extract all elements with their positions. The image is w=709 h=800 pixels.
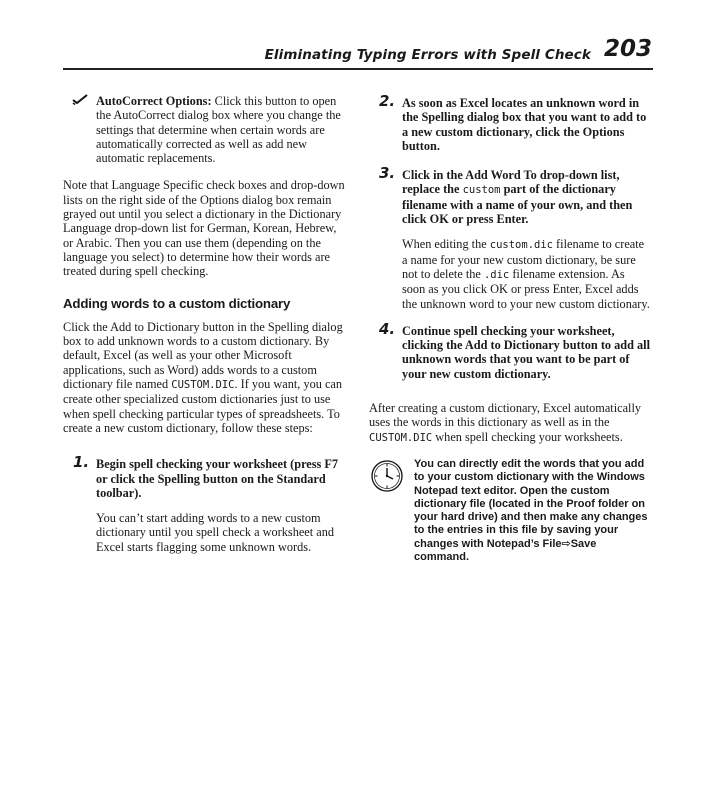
checkmark-bullet-icon	[72, 94, 88, 106]
step3-body-3: filename extension. As soon as you click OK or press Enter, Excel adds the unknown word to your new custom dictionary.	[402, 266, 650, 311]
step3-body-code-1: custom.dic	[489, 239, 553, 252]
step3-text-1: Click in the Add Word To drop-down list, replace the	[402, 168, 620, 197]
step-instruction	[402, 168, 650, 226]
right-column	[369, 92, 651, 564]
step-4	[369, 319, 651, 381]
after-code: CUSTOM.DIC	[369, 431, 433, 444]
step-number: 2.	[379, 92, 396, 110]
step-1	[63, 453, 347, 554]
step3-body-2: filename to create a name for your new custom dictionary, be sure not to delete the	[402, 237, 645, 281]
header-divider	[63, 68, 653, 70]
note-paragraph: Note that Language Specific check boxes and drop-down lists on the right side of the Options dialog box remain grayed out until you select a dictionary in the Dictionary Language drop-down list for German, Korean, Hebrew, or Arabic. Then you can use them (depending on the language you select) to determine how their words are treated during spell checking.	[63, 178, 345, 279]
intro-paragraph	[63, 320, 347, 435]
bullet-label: AutoCorrect Options:	[96, 94, 212, 108]
step-2	[369, 92, 650, 153]
step-number: 3.	[379, 164, 396, 183]
section-heading: Adding words to a custom dictionary	[63, 295, 291, 311]
step-body	[402, 237, 650, 310]
bullet-text: Click this button to open the AutoCorrect dialog box where you change the settings that determine when certain words are automatically corrected as well as add new automatic replacements.	[96, 94, 341, 166]
step-3	[369, 164, 650, 311]
step-body: You can’t start adding words to a new custom dictionary until you spell check a worksheet and Excel starts flagging some unknown words.	[96, 511, 335, 554]
step3-code: custom	[462, 184, 501, 197]
step-instruction: As soon as Excel locates an unknown word in the Spelling dialog box that you want to add to a new custom dictionary, click the Options button.	[402, 96, 647, 153]
intro-text-1: Click the Add to Dictionary button in the Spelling dialog box to add unknown words to a custom dictionary. By default, Excel (as well as your other Microsoft applications, such as Word) adds words to a custom dictionary file named	[63, 319, 343, 392]
step-number: 4.	[379, 319, 396, 338]
step3-body-code-2: .dic	[483, 268, 510, 281]
intro-text-2: . If you want, you can create other specialized custom dictionaries just to use when spell checking particular types of spreadsheets. To create a new custom dictionary, follow these steps:	[63, 377, 343, 435]
page-number: 203	[604, 36, 653, 62]
step-instruction: Continue spell checking your worksheet, clicking the Add to Dictionary button to add all unknown words that you want to be part of your new custom dictionary.	[402, 323, 651, 381]
intro-code: CUSTOM.DIC	[171, 379, 235, 392]
bullet-autocorrect-options	[63, 94, 347, 165]
after-paragraph	[369, 401, 650, 445]
after-text-2: when spell checking your worksheets.	[432, 429, 623, 444]
step3-body-1: When editing the	[402, 237, 490, 252]
tip-box	[369, 458, 650, 564]
tip-text: You can directly edit the words that you add to your custom dictionary with the Windows Notepad text editor. Open the custom dictionary file (located in the Proof folder on your hard drive) and then make any changes to the entries in this file by saving your changes with Notepad’s File⇨Save command.	[414, 457, 648, 564]
chapter-title: Eliminating Typing Errors with Spell Check	[264, 47, 591, 63]
clock-tip-icon	[369, 458, 405, 494]
left-column	[63, 94, 347, 567]
after-text-1: After creating a custom dictionary, Excel automatically uses the words in this dictionary as well as in the	[369, 401, 642, 430]
step-instruction: Begin spell checking your worksheet (press F7 or click the Spelling button on the Standard toolbar).	[96, 457, 339, 500]
step3-text-2: part of the dictionary filename with a name of your own, and then click OK or press Enter.	[402, 182, 633, 227]
step-number: 1.	[73, 453, 90, 472]
